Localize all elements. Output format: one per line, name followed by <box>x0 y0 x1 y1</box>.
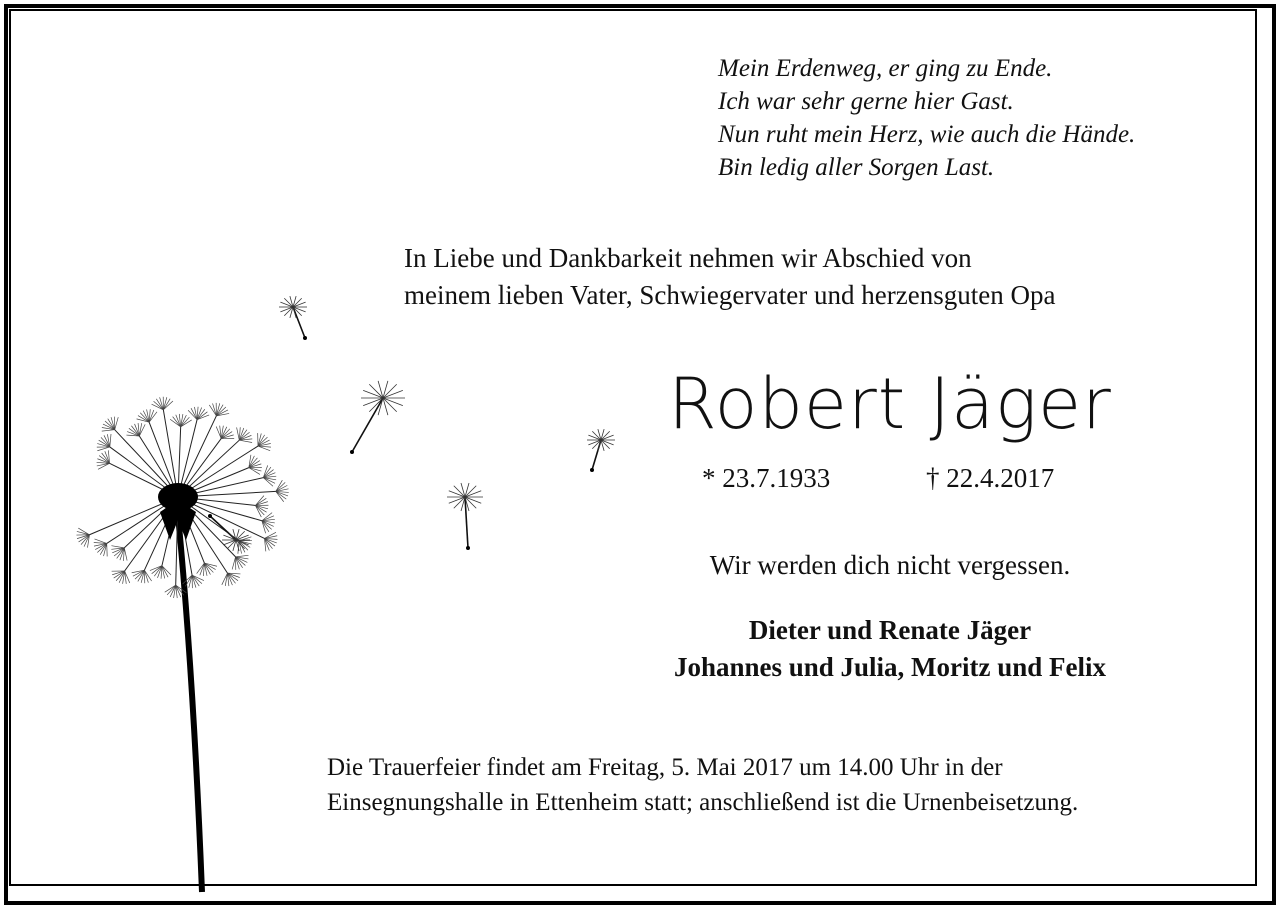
birth-date: * 23.7.1933 <box>702 463 831 493</box>
motto: Wir werden dich nicht vergessen. <box>709 550 1071 580</box>
family-line: Dieter und Renate Jäger <box>748 615 1032 645</box>
intro-text <box>404 240 1055 314</box>
poem-line: Bin ledig aller Sorgen Last. <box>718 154 995 181</box>
flying-seeds <box>208 296 615 551</box>
intro-line: meinem lieben Vater, Schwiegervater und herzensguten Opa <box>404 280 1056 310</box>
flying-seed-icon <box>447 483 483 550</box>
dandelion-flower-icon <box>76 397 288 892</box>
flying-seed-icon <box>350 381 405 454</box>
service-line: Die Trauerfeier findet am Freitag, 5. Mai 2017 um 14.00 Uhr in der <box>327 754 1003 781</box>
service-line: Einsegnungshalle in Ettenheim statt; anschließend ist die Urnenbeisetzung. <box>327 789 1079 816</box>
poem-line: Ich war sehr gerne hier Gast. <box>718 88 1014 115</box>
poem-line: Mein Erdenweg, er ging zu Ende. <box>718 55 1053 82</box>
service-info <box>327 750 1078 820</box>
deceased-name: Robert Jäger <box>668 363 1112 445</box>
death-date: † 22.4.2017 <box>926 463 1055 493</box>
flying-seed-icon <box>279 296 307 340</box>
family-names <box>560 612 1220 686</box>
poem-line: Nun ruht mein Herz, wie auch die Hände. <box>718 121 1136 148</box>
intro-line: In Liebe und Dankbarkeit nehmen wir Abschied von <box>404 243 972 273</box>
family-line: Johannes und Julia, Moritz und Felix <box>673 652 1107 682</box>
poem <box>718 52 1135 184</box>
